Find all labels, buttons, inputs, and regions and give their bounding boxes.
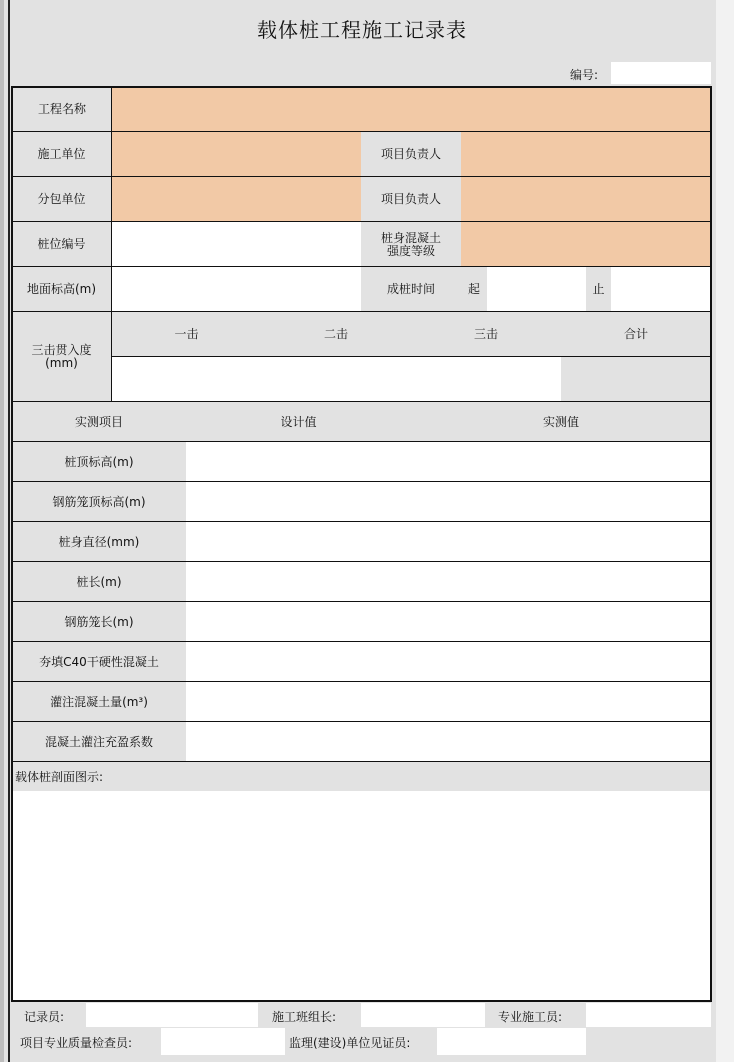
actual-value-input[interactable] xyxy=(411,721,711,762)
supervisor-witness-label: 监理(建设)单位见证员: xyxy=(289,1036,411,1050)
measure-row-label: 钢筋笼顶标高(m) xyxy=(12,481,187,522)
subcontract-unit-label: 分包单位 xyxy=(12,176,112,222)
design-value-input[interactable] xyxy=(186,641,412,682)
construction-unit-input[interactable] xyxy=(112,131,362,177)
start-time-input[interactable] xyxy=(487,266,586,312)
ground-elevation-label: 地面标高(m) xyxy=(12,266,112,312)
measure-header-item: 实测项目 xyxy=(12,401,187,442)
subcontract-unit-input[interactable] xyxy=(112,176,362,222)
measure-header-design: 设计值 xyxy=(186,401,412,442)
serial-label: 编号: xyxy=(570,68,599,82)
quality-inspector-label: 项目专业质量检查员: xyxy=(20,1036,133,1050)
penetration-input-3[interactable] xyxy=(411,356,562,402)
penetration-col-1: 一击 xyxy=(112,311,262,357)
professional-worker-label: 专业施工员: xyxy=(498,1010,563,1024)
ground-elevation-input[interactable] xyxy=(112,266,362,312)
penetration-col-3: 三击 xyxy=(411,311,562,357)
measure-row-label: 桩身直径(mm) xyxy=(12,521,187,562)
actual-value-input[interactable] xyxy=(411,641,711,682)
serial-input[interactable] xyxy=(611,62,711,84)
section-label: 载体桩剖面图示: xyxy=(15,770,104,784)
pile-time-label: 成桩时间 xyxy=(361,266,462,312)
pile-number-input[interactable] xyxy=(112,221,362,267)
measure-row-label: 混凝土灌注充盈系数 xyxy=(12,721,187,762)
sheet-right-margin xyxy=(716,0,734,1062)
penetration-label xyxy=(12,311,112,402)
penetration-label-line1: 三击贯入度 xyxy=(31,343,92,357)
measure-row-label: 桩顶标高(m) xyxy=(12,441,187,482)
end-label: 止 xyxy=(586,266,611,312)
end-time-input[interactable] xyxy=(611,266,711,312)
concrete-grade-input[interactable] xyxy=(461,221,711,267)
concrete-grade-label xyxy=(361,221,462,267)
penetration-col-total: 合计 xyxy=(561,311,711,357)
actual-value-input[interactable] xyxy=(411,481,711,522)
penetration-total-cell xyxy=(561,356,711,402)
design-value-input[interactable] xyxy=(186,721,412,762)
measure-row-label: 桩长(m) xyxy=(12,561,187,602)
design-value-input[interactable] xyxy=(186,681,412,722)
design-value-input[interactable] xyxy=(186,561,412,602)
measure-row-label: 夯填C40干硬性混凝土 xyxy=(12,641,187,682)
actual-value-input[interactable] xyxy=(411,601,711,642)
start-label: 起 xyxy=(461,266,487,312)
team-leader-label: 施工班组长: xyxy=(272,1010,337,1024)
design-value-input[interactable] xyxy=(186,601,412,642)
concrete-grade-label-line2: 强度等级 xyxy=(386,243,435,258)
section-label-bar xyxy=(12,761,711,791)
team-leader-input[interactable] xyxy=(361,1003,485,1027)
section-drawing-area[interactable] xyxy=(12,791,711,1001)
project-manager-input-2[interactable] xyxy=(461,176,711,222)
design-value-input[interactable] xyxy=(186,441,412,482)
measure-row-label: 灌注混凝土量(m³) xyxy=(12,681,187,722)
measure-header-actual: 实测值 xyxy=(411,401,711,442)
supervisor-witness-input[interactable] xyxy=(437,1028,586,1055)
actual-value-input[interactable] xyxy=(411,521,711,562)
concrete-grade-label-line1: 桩身混凝土 xyxy=(380,230,441,245)
actual-value-input[interactable] xyxy=(411,561,711,602)
construction-unit-label: 施工单位 xyxy=(12,131,112,177)
pile-number-label: 桩位编号 xyxy=(12,221,112,267)
actual-value-input[interactable] xyxy=(411,441,711,482)
penetration-label-line2: (mm) xyxy=(45,356,78,370)
quality-inspector-input[interactable] xyxy=(161,1028,285,1055)
form-title: 载体桩工程施工记录表 xyxy=(257,18,467,42)
actual-value-input[interactable] xyxy=(411,681,711,722)
project-manager-label-2: 项目负责人 xyxy=(361,176,462,222)
sheet-border-line xyxy=(8,0,10,1062)
design-value-input[interactable] xyxy=(186,481,412,522)
sheet-left-edge xyxy=(0,0,4,1062)
recorder-input[interactable] xyxy=(86,1003,258,1027)
measure-row-label: 钢筋笼长(m) xyxy=(12,601,187,642)
project-manager-label-1: 项目负责人 xyxy=(361,131,462,177)
recorder-label: 记录员: xyxy=(24,1010,65,1024)
project-manager-input-1[interactable] xyxy=(461,131,711,177)
penetration-input-2[interactable] xyxy=(261,356,412,402)
professional-worker-input[interactable] xyxy=(586,1003,711,1027)
penetration-col-2: 二击 xyxy=(261,311,412,357)
project-name-label: 工程名称 xyxy=(12,86,112,132)
design-value-input[interactable] xyxy=(186,521,412,562)
penetration-input-1[interactable] xyxy=(112,356,262,402)
project-name-input[interactable] xyxy=(112,86,711,132)
